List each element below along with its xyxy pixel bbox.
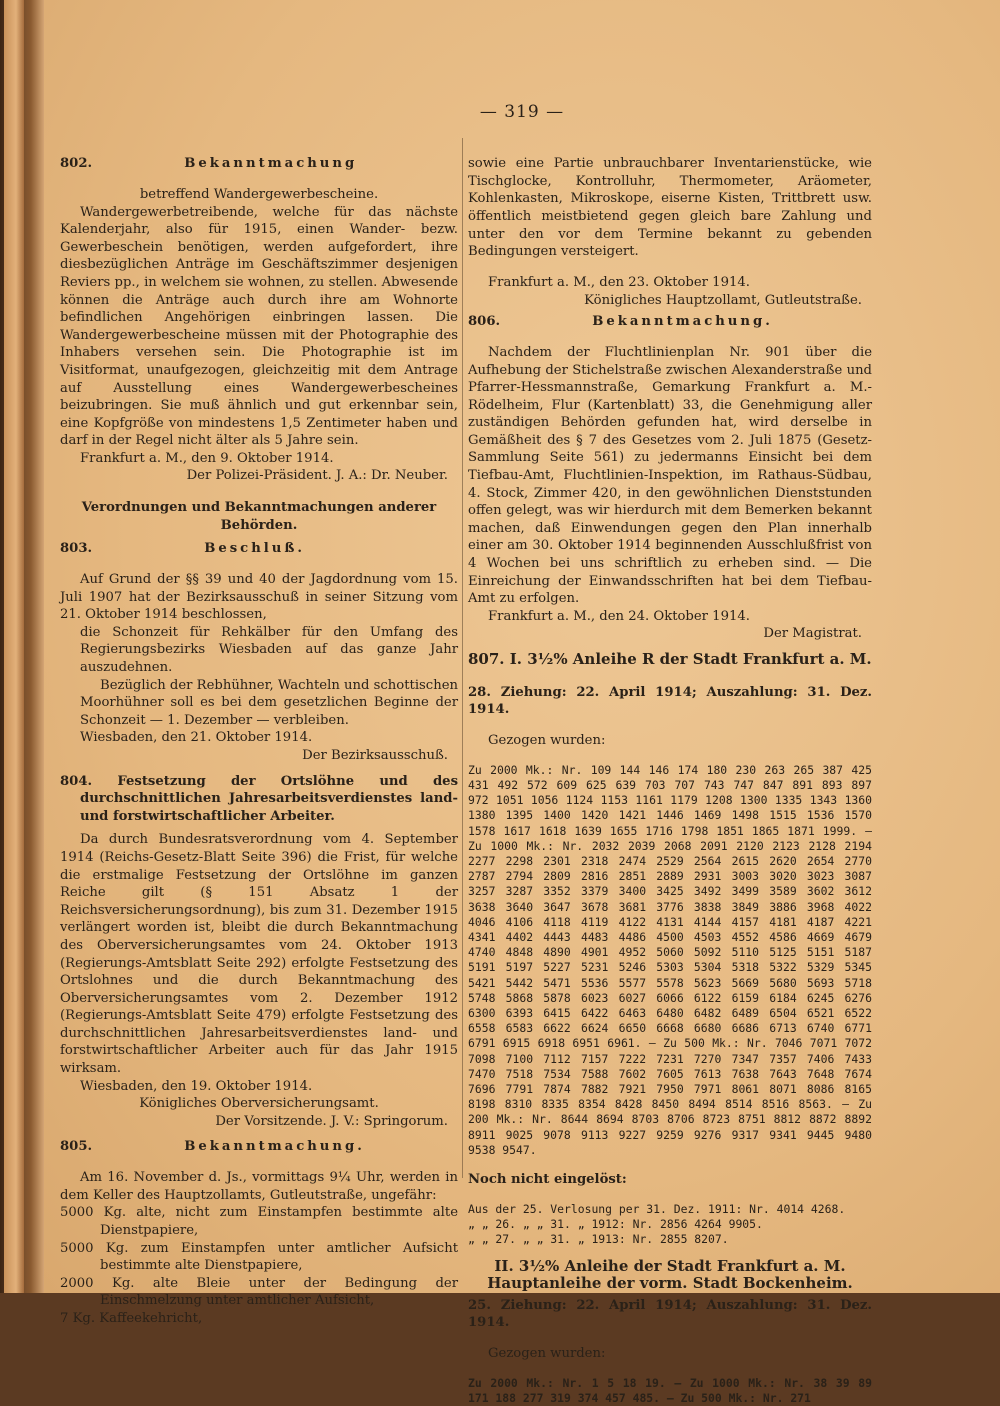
draw-info: 25. Ziehung: 22. April 1914; Auszahlung: 31. Dez. 1914. <box>468 1297 872 1331</box>
outstanding-item: „ „ 27. „ „ 31. „ 1913: Nr. 2855 8207. <box>468 1232 729 1247</box>
column-divider <box>462 138 463 1178</box>
section-heading: Verordnungen und Bekanntmachungen anderer Behörden. <box>81 500 437 533</box>
notice-806-heading <box>468 313 872 331</box>
list-item: 5000 Kg. alte, nicht zum Einstampfen bestimmte alte Dienstpapiere, <box>60 1205 458 1238</box>
right-column <box>468 142 872 1406</box>
notice-body: Da durch Bundesratsverordnung vom 4. September 1914 (Reichs-Gesetz-Blatt Seite 396) die Frist, für welche die erstmalige Festsetzung der Ortslöhne im ganzen Reiche gilt (§ 151 Absatz 1 der Reichsversicherungsordnung), bis zum 31. Dezember 1915 verlängert worden ist, bleibt die durch Bekanntmachung des Oberversicherungsamtes vom 24. Oktober 1913 (Regierungs-Amtsblatt Seite 292) erfolgte Festsetzung des Ortslohnes und die durch Bekanntmachung des Oberversicherungsamtes vom 2. Dezember 1912 (Regierungs-Amtsblatt Seite 479) erfolgte Festsetzung des durchschnittlichen Jahresarbeitsverdienstes land- und forstwirtschaftlicher Arbeiter auch für das Jahr 1915 wirksam. <box>60 832 458 1077</box>
document-page <box>44 0 1000 1406</box>
list-item: 5000 Kg. zum Einstampfen unter amtlicher Aufsicht bestimmte alte Dienstpapiere, <box>60 1240 458 1274</box>
notice-date: Frankfurt a. M., den 24. Oktober 1914. <box>488 608 750 624</box>
notice-date: Wiesbaden, den 19. Oktober 1914. <box>80 1078 313 1094</box>
notice-number: 803. <box>60 541 93 557</box>
notice-805-heading <box>60 1138 458 1156</box>
drawn-numbers: Zu 2000 Mk.: Nr. 1 5 18 19. — Zu 1000 Mk.: Nr. 38 39 89 171 188 277 319 374 457 485. — Zu 500 Mk.: Nr. 271 <box>468 1375 872 1406</box>
notice-803-heading <box>60 540 458 558</box>
outstanding-item: Aus der 25. Verlosung per 31. Dez. 1911: Nr. 4014 4268. <box>468 1202 846 1216</box>
notice-signature: Der Magistrat. <box>763 626 862 642</box>
notice-body: Nachdem der Fluchtlinienplan Nr. 901 über die Aufhebung der Stichelstraße zwischen Alexanderstraße und Pfarrer-Hessmannstraße, Gemarkung Frankfurt a. M.-Rödelheim, Flur (Kartenblatt) 33, die Genehmigung aller zuständigen Behörden gefunden hat, wird derselbe in Gemäßheit des § 7 des Gesetzes vom 2. Juli 1875 (Gesetz-Sammlung Seite 561) zu jedermanns Einsicht bei dem Tiefbau-Amt, Fluchtlinien-Inspektion, im Rathaus-Südbau, 4. Stock, Zimmer 420, in den gewöhnlichen Dienststunden offen gelegt, was wir hierdurch mit dem Bemerken bekannt machen, daß Einwendungen gegen den Plan innerhalb einer am 30. Oktober 1914 beginnenden Ausschlußfrist von 4 Wochen bei uns schriftlich zu erheben sind. — Die Einreichung der Einwandsschriften hat bei dem Tiefbau-Amt zu erfolgen. <box>468 344 872 607</box>
notice-body: Am 16. November d. Js., vormittags 9¼ Uhr, werden in dem Keller des Hauptzollamts, Gutleutstraße, ungefähr: <box>60 1170 458 1203</box>
notice-title: Bekanntmachung <box>184 156 358 172</box>
notice-signature: Der Polizei-Präsident. J. A.: Dr. Neuber. <box>186 468 448 484</box>
notice-number: 806. <box>468 314 501 330</box>
notice-date: Frankfurt a. M., den 23. Oktober 1914. <box>488 274 750 290</box>
outstanding-item: „ „ 26. „ „ 31. „ 1912: Nr. 2856 4264 9905. <box>468 1217 763 1232</box>
notice-body: die Schonzeit für Rehkälber für den Umfang des Regierungsbezirks Wiesbaden auf das ganze Jahr auszudehnen. <box>80 624 458 675</box>
notice-subtitle: betreffend Wandergewerbescheine. <box>139 186 379 202</box>
notice-signature: Königliches Hauptzollamt, Gutleutstraße. <box>584 292 862 308</box>
left-column <box>60 142 458 1328</box>
notice-number: 805. <box>60 1139 93 1155</box>
list-item: 7 Kg. Kaffeekehricht, <box>60 1310 203 1326</box>
drawn-label: Gezogen wurden: <box>488 1346 606 1362</box>
notice-807-heading <box>468 651 872 669</box>
notice-804-heading <box>60 773 458 826</box>
drawn-label: Gezogen wurden: <box>488 732 606 748</box>
notice-date: Frankfurt a. M., den 9. Oktober 1914. <box>80 450 334 466</box>
notice-body: Bezüglich der Rebhühner, Wachteln und schottischen Moorhühner soll es bei dem gesetzlichen Beginne der Schonzeit — 1. Dezember — verbleiben. <box>80 677 458 728</box>
loan-heading: II. 3½% Anleihe der Stadt Frankfurt a. M. <box>494 1256 846 1275</box>
notice-title: Festsetzung der Ortslöhne und des durchschnittlichen Jahresarbeitsverdienstes land- und forstwirtschaftlicher Arbeiter. <box>80 773 458 824</box>
notice-signature: Der Bezirksausschuß. <box>302 747 448 763</box>
notice-title: Bekanntmachung. <box>592 314 773 330</box>
page-number: — 319 — <box>479 102 565 122</box>
list-item: 2000 Kg. alte Bleie unter der Bedingung der Einschmelzung unter amtlicher Aufsicht, <box>60 1275 458 1309</box>
outstanding-heading: Noch nicht eingelöst: <box>468 1172 627 1188</box>
notice-body: Auf Grund der §§ 39 und 40 der Jagdordnung vom 15. Juli 1907 hat der Bezirksausschuß in seiner Sitzung vom 21. Oktober 1914 beschlossen, <box>60 572 458 623</box>
notice-title: Bekanntmachung. <box>184 1139 365 1155</box>
notice-body: sowie eine Partie unbrauchbarer Inventarienstücke, wie Tischglocke, Kontrolluhr, Thermometer, Aräometer, Kohlenkasten, Mikroskope, eiserne Kisten, Trittbrett usw. öffentlich meistbietend gegen gleich bare Zahlung und unter den vor dem Termine bekannt zu gebenden Bedingungen versteigert. <box>468 156 872 260</box>
notice-number: 807. <box>468 650 505 668</box>
notice-number: 804. <box>60 773 93 789</box>
draw-info: 28. Ziehung: 22. April 1914; Auszahlung: 31. Dez. 1914. <box>468 684 872 718</box>
notice-body: Wandergewerbetreibende, welche für das nächste Kalenderjahr, also für 1915, einen Wander- bezw. Gewerbeschein benötigen, werden aufgefordert, ihre diesbezüglichen Anträge im Geschäftszimmer desjenigen Reviers pp., in welchem sie wohnen, zu stellen. Abwesende können die Anträge auch durch ihre am Wohnorte befindlichen Angehörigen einbringen lassen. Die Wandergewerbescheine müssen mit der Photographie des Inhabers versehen sein. Die Photographie ist im Visitformat, unaufgezogen, gleichzeitig mit dem Antrage auf Ausstellung eines Wandergewerbescheines beizubringen. Sie muß ähnlich und gut erkennbar sein, eine Kopfgröße von mindestens 1,5 Zentimeter haben und darf in der Regel nicht älter als 5 Jahre sein. <box>60 204 458 449</box>
notice-title: Beschluß. <box>204 541 305 557</box>
notice-org: Königliches Oberversicherungsamt. <box>139 1096 379 1112</box>
notice-signature: Der Vorsitzende. J. V.: Springorum. <box>215 1113 448 1129</box>
notice-802-heading <box>60 155 458 173</box>
notice-title: I. 3½% Anleihe R der Stadt Frankfurt a. M. <box>509 650 872 668</box>
notice-number: 802. <box>60 156 93 172</box>
drawn-numbers: Zu 2000 Mk.: Nr. 109 144 146 174 180 230 263 265 387 425 431 492 572 609 625 639 703 707 743 747 847 891 893 897 972 1051 1056 1124 1153 1161 1179 1208 1300 1335 1343 1360 1380 1395 1400 1420 1421 1446 1469 1498 1515 1536 1570 1578 1617 1618 1639 1655 1716 1798 1851 1865 1871 1999. — Zu 1000 Mk.: Nr. 2032 2039 2068 2091 2120 2123 2128 2194 2277 2298 2301 2318 2474 2529 2564 2615 2620 2654 2770 2787 2794 2809 2816 2851 2889 2931 3003 3020 3023 3087 3257 3287 3352 3379 3400 3425 3492 3499 3589 3602 3612 3638 3640 3647 3678 3681 3776 3838 3849 3886 3968 4022 4046 4106 4118 4119 4122 4131 4144 4157 4181 4187 4221 4341 4402 4443 4483 4486 4500 4503 4552 4586 4669 4679 4740 4848 4890 4901 4952 5060 5092 5110 5125 5151 5187 5191 5197 5227 5231 5246 5303 5304 5318 5322 5329 5345 5421 5442 5471 5536 5577 5578 5623 5669 5680 5693 5718 5748 5868 5878 6023 6027 6066 6122 6159 6184 6245 6276 6300 6393 6415 6422 6463 6480 6482 6489 6504 6521 6522 6558 6583 6622 6624 6650 6668 6680 6686 6713 6740 6771 6791 6915 6918 6951 6961. — Zu 500 Mk.: Nr. 7046 7071 7072 7098 7100 7112 7157 7222 7231 7270 7347 7357 7406 7433 7470 7518 7534 7588 7602 7605 7613 7638 7643 7648 7674 7696 7791 7874 7882 7921 7950 7971 8061 8071 8086 8165 8198 8310 8335 8354 8428 8450 8494 8514 8516 8563. — Zu 200 Mk.: Nr. 8644 8694 8703 8706 8723 8751 8812 8872 8892 8911 9025 9078 9113 9227 9259 9276 9317 9341 9445 9480 9538 9547. <box>468 762 872 1157</box>
loan-subheading: Hauptanleihe der vorm. Stadt Bockenheim. <box>487 1274 853 1293</box>
facing-page-edge <box>4 0 24 1293</box>
notice-date: Wiesbaden, den 21. Oktober 1914. <box>80 730 313 746</box>
